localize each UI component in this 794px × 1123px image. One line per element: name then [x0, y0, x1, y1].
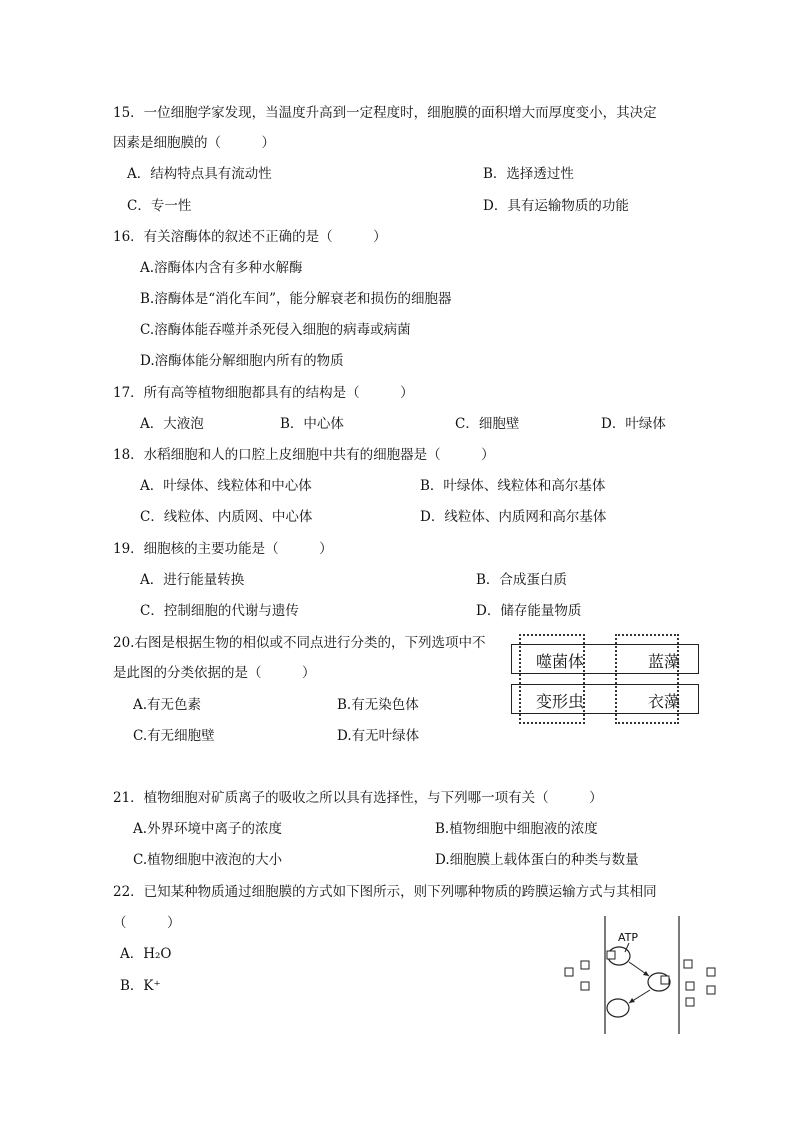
q19-option-a: A．进行能量转换 [140, 572, 245, 588]
q17-option-b: B．中心体 [280, 416, 344, 432]
molecule-outside-1 [565, 968, 573, 976]
q15-stem-line1: 15．一位细胞学家发现，当温度升高到一定程度时，细胞膜的面积增大而厚度变小，其决定 [113, 105, 657, 121]
q18-option-d: D．线粒体、内质网和高尔基体 [420, 509, 607, 525]
q16-option-a: A.溶酶体内含有多种水解酶 [140, 260, 303, 276]
q15-option-b: B．选择透过性 [483, 166, 574, 182]
q21-stem: 21．植物细胞对矿质离子的吸收之所以具有选择性，与下列哪一项有关（ ） [113, 790, 603, 806]
q18-option-a: A．叶绿体、线粒体和中心体 [140, 478, 312, 494]
q15-option-c: C．专一性 [127, 198, 192, 214]
q22-option-b: B．K⁺ [120, 978, 161, 994]
q18-option-c: C．线粒体、内质网、中心体 [140, 509, 313, 525]
molecule-inside-4 [707, 986, 715, 994]
q21-option-b: B.植物细胞中细胞液的浓度 [435, 821, 598, 837]
q21-option-c: C.植物细胞中液泡的大小 [133, 852, 283, 868]
q21-option-d: D.细胞膜上载体蛋白的种类与数量 [435, 852, 639, 868]
diagram-label-amoeba: 变形虫 [536, 692, 585, 711]
q19-option-d: D．储存能量物质 [476, 603, 582, 619]
molecule-outside-2 [581, 961, 589, 969]
q20-stem-line1: 20.右图是根据生物的相似或不同点进行分类的，下列选项中不 [113, 635, 486, 651]
molecule-inside-5 [686, 998, 694, 1006]
q20-stem-line2: 是此图的分类依据的是（ ） [113, 665, 316, 681]
q20-option-a: A.有无色素 [133, 697, 202, 713]
diagram-label-phage: 噬菌体 [536, 652, 585, 671]
q20-option-b: B.有无染色体 [337, 697, 419, 713]
q22-option-a: A．H₂O [120, 946, 172, 962]
molecule-inside-3 [686, 982, 694, 990]
molecule-inside-1 [684, 960, 692, 968]
q17-option-c: C．细胞壁 [455, 416, 520, 432]
diagram-label-chlamydomonas: 衣藻 [648, 692, 681, 711]
q21-option-a: A.外界环境中离子的浓度 [133, 821, 283, 837]
molecule-bound-top [607, 951, 615, 959]
q20-option-c: C.有无细胞壁 [133, 728, 215, 744]
q22-membrane-transport-diagram [555, 912, 730, 1040]
carrier-protein-bottom [607, 999, 629, 1017]
q18-option-b: B．叶绿体、线粒体和高尔基体 [420, 478, 606, 494]
q22-stem-line2: （ ） [113, 915, 181, 931]
q18-stem: 18．水稻细胞和人的口腔上皮细胞中共有的细胞器是（ ） [113, 447, 495, 463]
atp-label: ATP [618, 931, 639, 944]
q17-stem: 17．所有高等植物细胞都具有的结构是（ ） [113, 385, 414, 401]
q19-option-b: B．合成蛋白质 [476, 572, 567, 588]
q16-option-b: B.溶酶体是“消化车间”，能分解衰老和损伤的细胞器 [140, 291, 452, 307]
molecule-outside-3 [581, 982, 589, 990]
q16-option-d: D.溶酶体能分解细胞内所有的物质 [140, 353, 344, 369]
molecule-bound-middle [661, 976, 669, 984]
q17-option-a: A．大液泡 [140, 416, 204, 432]
diagram-label-cyanobacteria: 蓝藻 [648, 652, 681, 671]
q16-stem: 16．有关溶酶体的叙述不正确的是（ ） [113, 229, 387, 245]
molecule-inside-2 [707, 968, 715, 976]
q17-option-d: D．叶绿体 [601, 416, 666, 432]
q15-option-a: A．结构特点具有流动性 [127, 166, 272, 182]
q15-option-d: D．具有运输物质的功能 [483, 198, 629, 214]
q19-option-c: C．控制细胞的代谢与遗传 [140, 603, 299, 619]
q20-option-d: D.有无叶绿体 [337, 728, 420, 744]
q19-stem: 19．细胞核的主要功能是（ ） [113, 541, 333, 557]
q15-stem-line2: 因素是细胞膜的（ ） [113, 135, 275, 151]
q16-option-c: C.溶酶体能吞噬并杀死侵入细胞的病毒或病菌 [140, 322, 411, 338]
q22-stem-line1: 22．已知某种物质通过细胞膜的方式如下图所示，则下列哪种物质的跨膜运输方式与其相同 [113, 884, 657, 900]
